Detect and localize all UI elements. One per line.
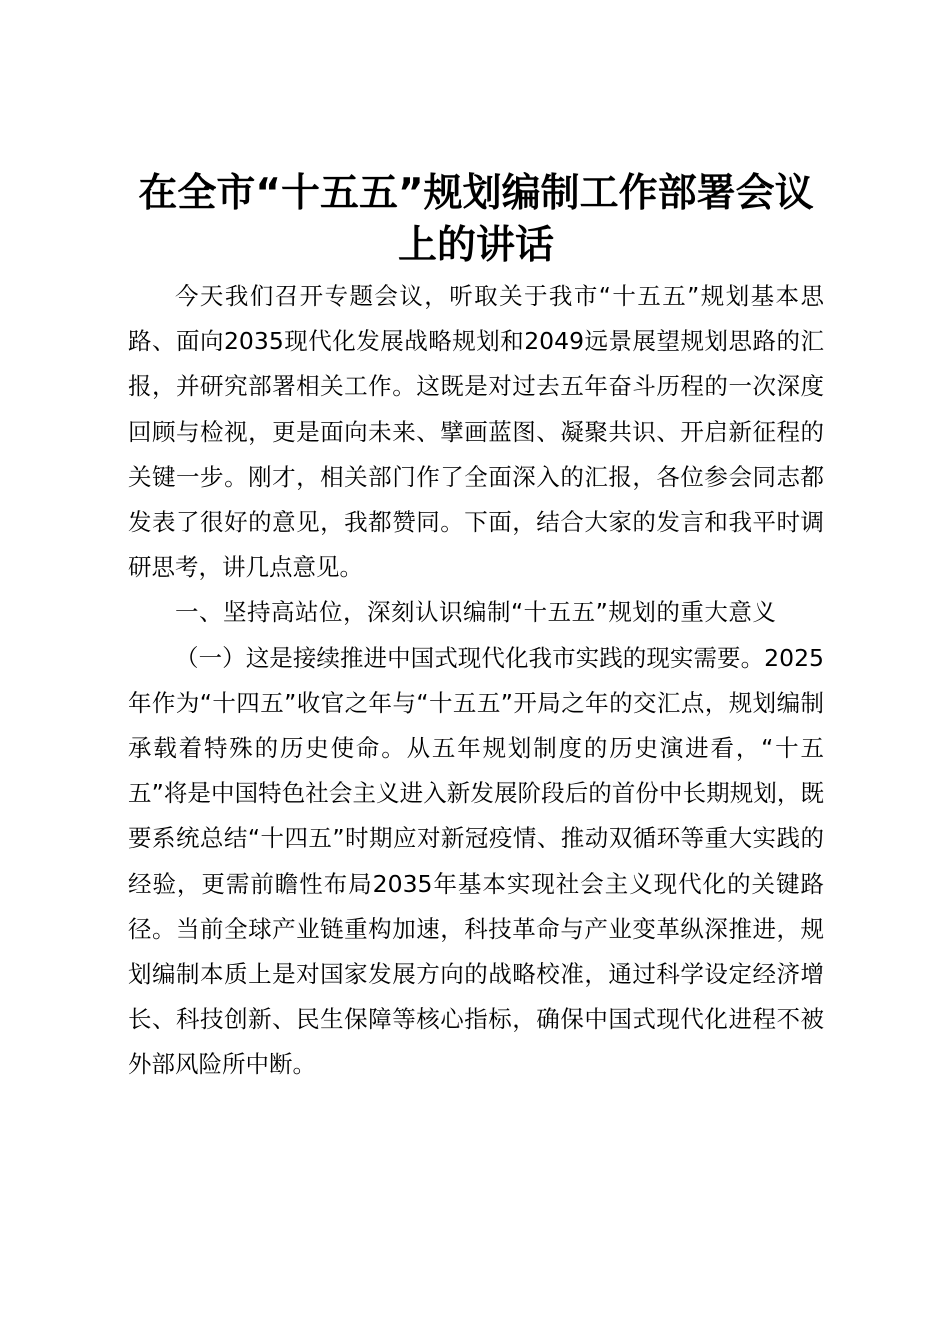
document-title: 在全市“十五五”规划编制工作部署会议上的讲话 xyxy=(138,171,814,268)
document-page xyxy=(128,168,824,1088)
subsection-paragraph: （一）这是接续推进中国式现代化我市实践的现实需要。2025年作为“十四五”收官之年与“十五五”开局之年的交汇点，规划编制承载着特殊的历史使命。从五年规划制度的历史演进看，“十五五”将是中国特色社会主义进入新发展阶段后的首份中长期规划，既要系统总结“十四五”时期应对新冠疫情、推动双循环等重大实践的经验，更需前瞻性布局2035年基本实现社会主义现代化的关键路径。当前全球产业链重构加速，科技革命与产业变革纵深推进，规划编制本质上是对国家发展方向的战略校准，通过科学设定经济增长、科技创新、民生保障等核心指标，确保中国式现代化进程不被外部风险所中断。 xyxy=(128,643,824,1079)
section-heading: 一、坚持高站位，深刻认识编制“十五五”规划的重大意义 xyxy=(175,598,777,627)
intro-paragraph: 今天我们召开专题会议，听取关于我市“十五五”规划基本思路、面向2035现代化发展战略规划和2049远景展望规划思路的汇报，并研究部署相关工作。这既是对过去五年奋斗历程的一次深度回顾与检视，更是面向未来、擘画蓝图、凝聚共识、开启新征程的关键一步。刚才，相关部门作了全面深入的汇报，各位参会同志都发表了很好的意见，我都赞同。下面，结合大家的发言和我平时调研思考，讲几点意见。 xyxy=(128,282,824,582)
title-block xyxy=(128,168,824,272)
